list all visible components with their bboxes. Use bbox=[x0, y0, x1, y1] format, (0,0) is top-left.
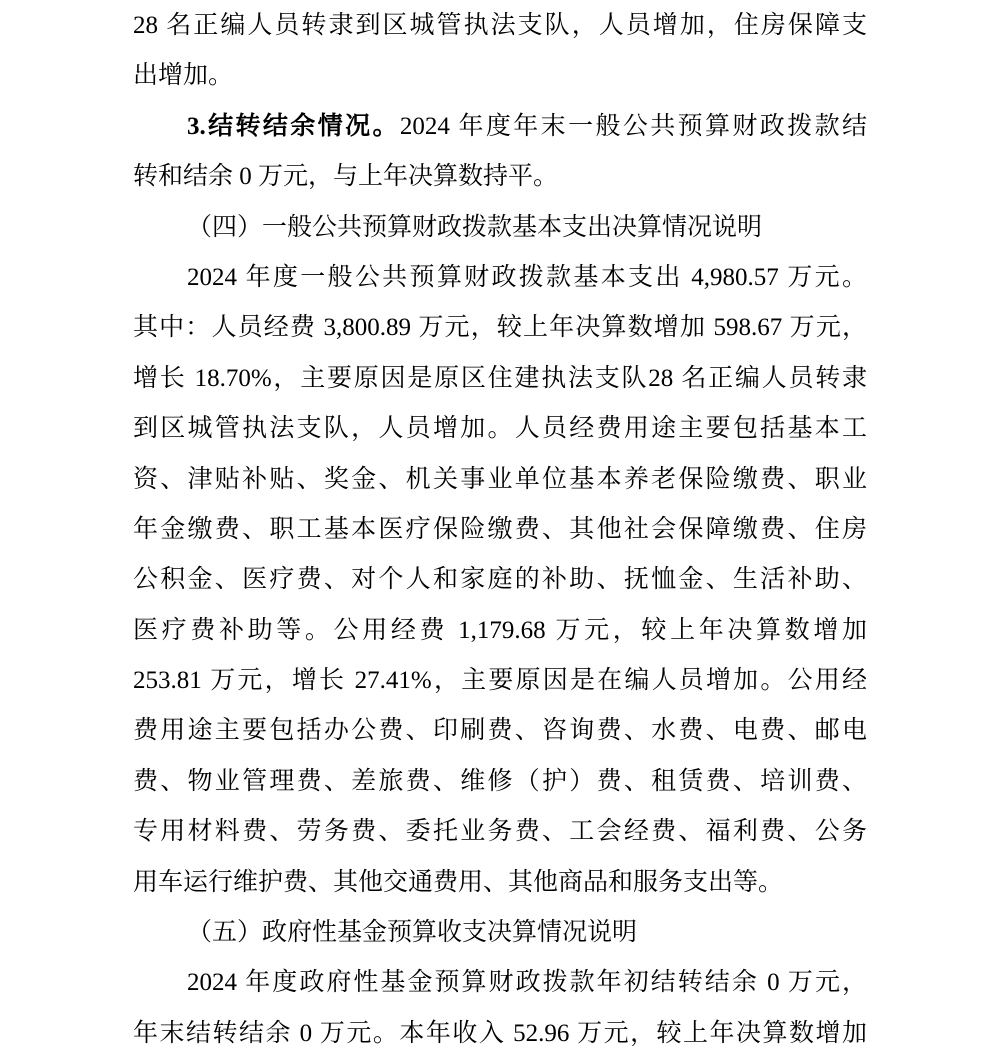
text-line bbox=[133, 404, 867, 454]
body-text: 专用材料费、劳务费、委托业务费、工会经费、福利费、公务 bbox=[133, 818, 867, 846]
text-line bbox=[133, 656, 867, 706]
body-text: 2024 年度政府性基金预算财政拨款年初结转结余 0 万元， bbox=[187, 969, 867, 997]
text-line bbox=[133, 1009, 867, 1056]
body-text: 资、津贴补贴、奖金、机关事业单位基本养老保险缴费、职业 bbox=[133, 465, 867, 493]
text-line bbox=[133, 253, 867, 303]
text-line bbox=[133, 102, 867, 152]
body-text: 2024 年度一般公共预算财政拨款基本支出 4,980.57 万元。 bbox=[187, 263, 867, 291]
text-line bbox=[133, 505, 867, 555]
text-line bbox=[133, 757, 867, 807]
body-text: 费、物业管理费、差旅费、维修（护）费、租赁费、培训费、 bbox=[133, 767, 867, 795]
body-text: 转和结余 0 万元，与上年决算数持平。 bbox=[133, 163, 559, 191]
text-line bbox=[133, 455, 867, 505]
text-line bbox=[133, 354, 867, 404]
text-line bbox=[133, 706, 867, 756]
body-text: 公积金、医疗费、对个人和家庭的补助、抚恤金、生活补助、 bbox=[133, 566, 867, 594]
text-line bbox=[133, 858, 867, 908]
body-text: 增长 18.70%，主要原因是原区住建执法支队28 名正编人员转隶 bbox=[133, 364, 867, 392]
text-line bbox=[133, 555, 867, 605]
body-text: （五）政府性基金预算收支决算情况说明 bbox=[187, 919, 638, 947]
document-body bbox=[133, 1, 867, 1056]
text-line bbox=[133, 203, 867, 253]
body-text: 到区城管执法支队，人员增加。人员经费用途主要包括基本工 bbox=[133, 415, 867, 443]
body-text: 28 名正编人员转隶到区城管执法支队，人员增加，住房保障支 bbox=[133, 12, 867, 39]
text-line bbox=[133, 908, 867, 958]
body-text: （四）一般公共预算财政拨款基本支出决算情况说明 bbox=[187, 213, 763, 241]
text-line bbox=[133, 152, 867, 202]
text-line bbox=[133, 606, 867, 656]
text-line bbox=[133, 958, 867, 1008]
body-text: 医疗费补助等。公用经费 1,179.68 万元，较上年决算数增加 bbox=[133, 616, 867, 644]
text-line bbox=[133, 1, 867, 51]
body-text: 年金缴费、职工基本医疗保险缴费、其他社会保障缴费、住房 bbox=[133, 515, 867, 543]
body-text: 2024 年度年末一般公共预算财政拨款结 bbox=[399, 112, 867, 140]
text-line bbox=[133, 807, 867, 857]
body-text: 费用途主要包括办公费、印刷费、咨询费、水费、电费、邮电 bbox=[133, 717, 867, 745]
body-text: 年末结转结余 0 万元。本年收入 52.96 万元，较上年决算数增加 bbox=[133, 1019, 867, 1047]
body-text: 其中：人员经费 3,800.89 万元，较上年决算数增加 598.67 万元， bbox=[133, 314, 867, 342]
text-line bbox=[133, 51, 867, 101]
body-text: 出增加。 bbox=[133, 62, 234, 90]
text-line bbox=[133, 303, 867, 353]
body-text: 用车运行维护费、其他交通费用、其他商品和服务支出等。 bbox=[133, 868, 784, 896]
bold-heading-text: 3.结转结余情况。 bbox=[187, 112, 400, 140]
body-text: 253.81 万元，增长 27.41%，主要原因是在编人员增加。公用经 bbox=[133, 667, 867, 695]
